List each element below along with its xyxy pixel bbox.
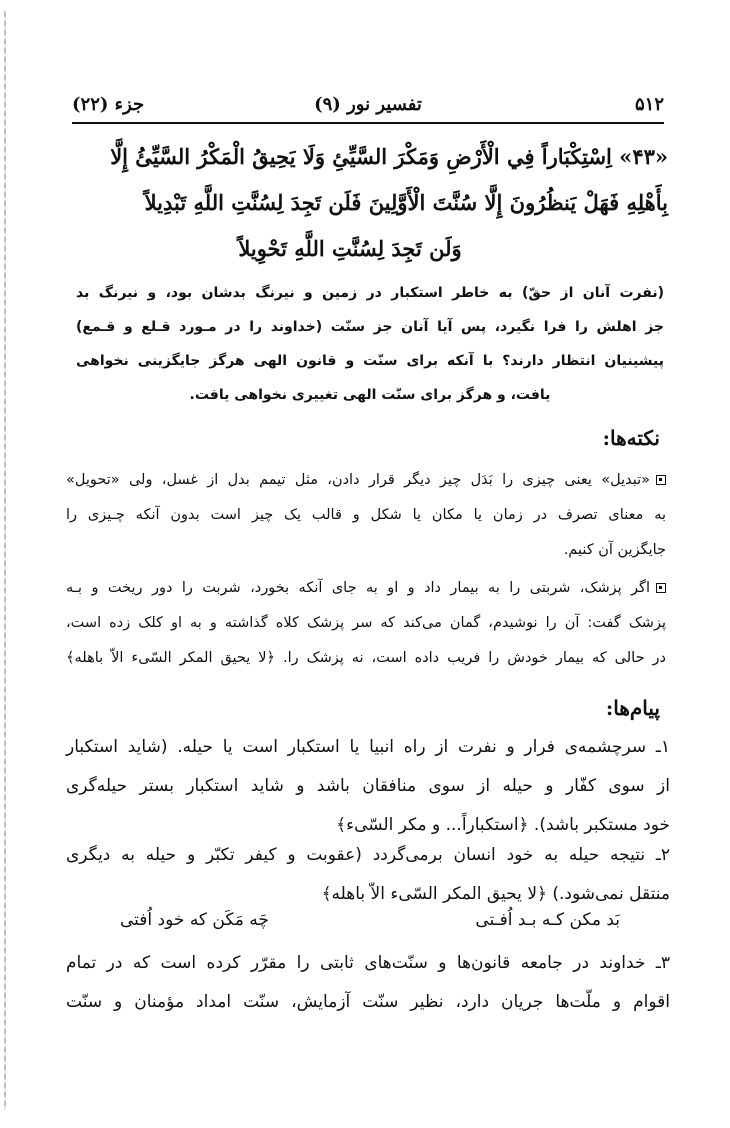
quran-verse: [72, 134, 668, 272]
message-item: [66, 944, 670, 1022]
message-line: از سوی کفّار و حیله از سوی منافقان باشد و شاید استکبار بستر حیله‌گری: [66, 776, 670, 796]
book-title: تفسیر نور (۹): [314, 94, 422, 115]
square-bullet-icon: [656, 583, 666, 593]
page-number: ۵۱۲: [634, 94, 664, 115]
message-line: ۳ـ خداوند در جامعه قانون‌ها و سنّت‌های ثابتی را مقرّر کرده است که در تمام: [66, 953, 670, 973]
note-line: به معنای تصرف در زمان یا مکان یا شکل و قالب یک چیز است بدون آنکه چـیزی را: [66, 507, 666, 523]
translation-line: یافت، و هرگز برای سنّت الهی تغییری نخواهی یافت.: [189, 387, 551, 403]
scan-margin-dots: [4, 10, 6, 1110]
part-number: جزء (۲۲): [72, 94, 145, 115]
note-line: در حالی که بیمار خودش را فریب داده است، نه پزشک را. ﴿لا یحیق المکر السّیء الاّ باهله﴾: [66, 650, 666, 666]
verse-translation: [76, 276, 664, 412]
note-item: [66, 463, 666, 568]
verse-line: «۴۳» اِسْتِكْبَاراً فِي الْأَرْضِ وَمَكْرَ السَّيِّئِ وَلَا يَحِيقُ الْمَكْرُ السَّيِّئُ إِلَّا: [110, 144, 668, 169]
message-line: منتقل نمی‌شود.) ﴿لا یحیق المکر السّیء الاّ باهله﴾: [321, 884, 670, 904]
message-item: [66, 836, 670, 914]
translation-line: جز اهلش را فرا نگیرد، پس آیا آنان جز سنّت (خداوند را در مـورد قـلع و قـمع): [76, 319, 664, 335]
note-item: [66, 571, 666, 676]
message-line: ۲ـ نتیجه حیله به خود انسان برمی‌گردد (عقوبت و کیفر تکبّر و حیله به دیگری: [66, 845, 670, 865]
note-line: «تبدیل» یعنی چیزی را بَدَل چیز دیگر قرار دادن، مثل تیمم بدل از غسل، ولی «تحویل»: [66, 463, 666, 498]
note-line: جایگزین آن کنیم.: [563, 542, 666, 558]
messages-heading: پیام‌ها:: [605, 696, 660, 720]
poem-hemistich: بَد مکن کـه بـد اُفـتی: [475, 910, 620, 930]
translation-line: (نفرت آنان از حقّ) به خاطر استکبار در زمین و نیرنگ بدشان بود، و نیرنگ بد: [76, 285, 664, 301]
note-line: اگر پزشک، شربتی را به بیمار داد و او به جای آنکه بخورد، شربت را دور ریخت و بـه: [66, 571, 666, 606]
translation-line: پیشینیان انتظار دارند؟ با آنكه برای سنّت و قانون الهی هرگز جایگزینی نخواهی: [76, 353, 664, 369]
verse-line: بِأَهْلِهِ فَهَلْ يَنظُرُونَ إِلَّا سُنَّتَ الْأَوَّلِينَ فَلَن تَجِدَ لِسُنَّتِ اللَّهِ تَبْدِيلاً: [144, 190, 668, 215]
message-line: خود مستکبر باشد). ﴿استکباراً... و مکر السّیء﴾: [336, 815, 670, 835]
message-item: [66, 728, 670, 845]
running-header: [72, 94, 664, 124]
poem-hemistich: چَه مَکَن که خود اُفتی: [120, 910, 269, 930]
message-line: اقوام و ملّت‌ها جریان دارد، نظیر سنّت آزمایش، سنّت امداد مؤمنان و سنّت: [66, 992, 670, 1012]
message-line: ۱ـ سرچشمه‌ی فرار و نفرت از راه انبیا یا استکبار است یا حیله. (شاید استکبار: [66, 737, 670, 757]
note-line: پزشک گفت: آن را نوشیدم، گمان می‌کند که سر پزشک کلاه گذاشته و به او کلک زده است،: [66, 615, 666, 631]
notes-heading: نکته‌ها:: [602, 426, 660, 450]
verse-line: وَلَن تَجِدَ لِسُنَّتِ اللَّهِ تَحْوِيلاً: [238, 236, 462, 261]
square-bullet-icon: [656, 475, 666, 485]
poem-couplet: [120, 910, 620, 946]
